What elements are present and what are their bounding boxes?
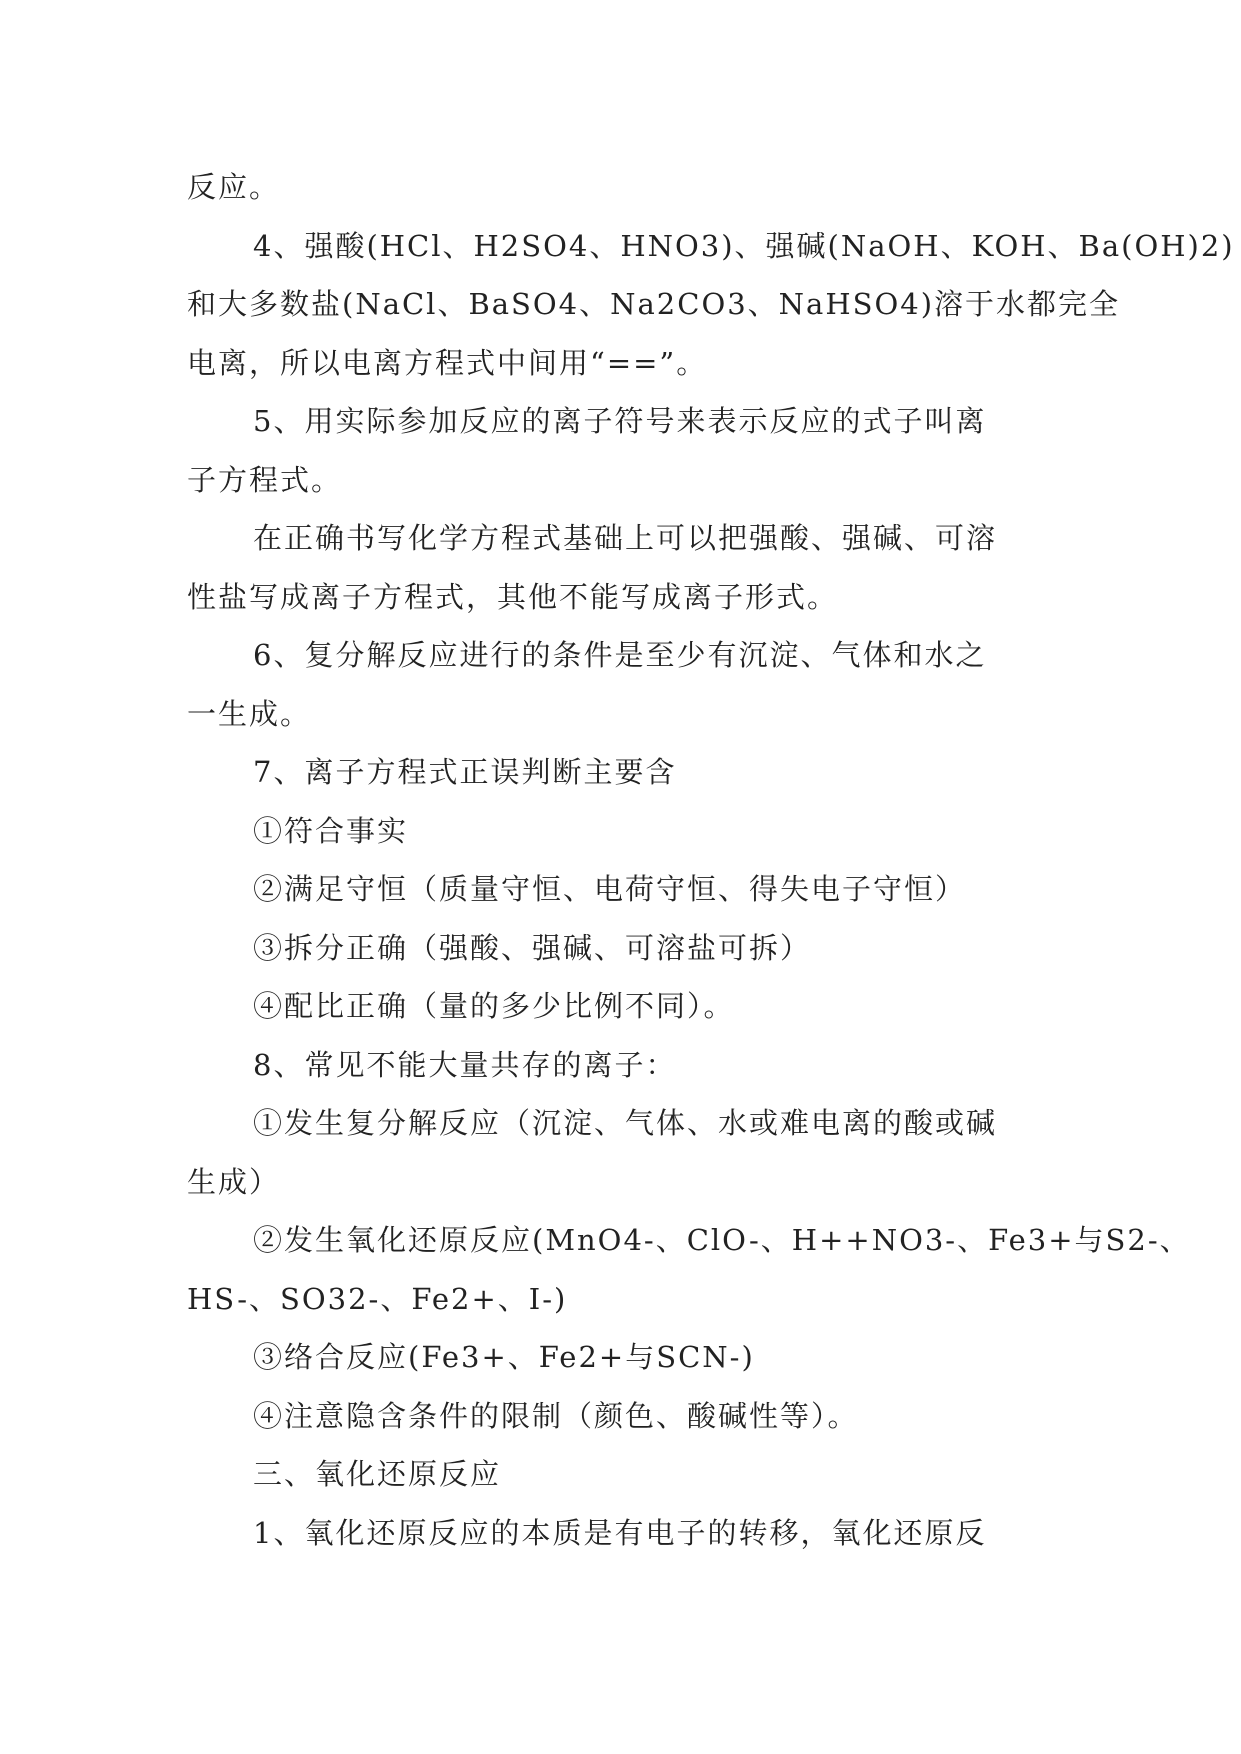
document-body <box>187 158 1235 1562</box>
text-line: 1、氧化还原反应的本质是有电子的转移，氧化还原反 <box>253 1515 987 1550</box>
text-line: ②满足守恒（质量守恒、电荷守恒、得失电子守恒） <box>253 872 967 906</box>
text-line: 一生成。 <box>187 696 312 731</box>
text-line: ②发生氧化还原反应(MnO4-、ClO-、H++NO3-、Fe3+与S2-、 <box>253 1223 1191 1257</box>
text-line: ①符合事实 <box>253 813 409 848</box>
text-line: 5、用实际参加反应的离子符号来表示反应的式子叫离 <box>253 404 987 438</box>
text-line: ④配比正确（量的多少比例不同）。 <box>253 989 735 1023</box>
text-line: 反应。 <box>187 170 281 204</box>
text-line: 6、复分解反应进行的条件是至少有沉淀、气体和水之 <box>253 638 987 672</box>
text-line: 三、氧化还原反应 <box>253 1457 502 1491</box>
text-line: 生成） <box>187 1164 281 1199</box>
text-line: 性盐写成离子方程式，其他不能写成离子形式。 <box>187 579 839 614</box>
text-line: 子方程式。 <box>187 462 343 497</box>
text-line: 和大多数盐(NaCl、BaSO4、Na2CO3、NaHSO4)溶于水都完全 <box>187 287 1121 321</box>
text-line: 7、离子方程式正误判断主要含 <box>253 755 677 789</box>
text-line: ③拆分正确（强酸、强碱、可溶盐可拆） <box>253 930 812 965</box>
text-line: ③络合反应(Fe3+、Fe2+与SCN-) <box>253 1340 755 1374</box>
text-line: ④注意隐含条件的限制（颜色、酸碱性等）。 <box>253 1398 859 1433</box>
text-line: 8、常见不能大量共存的离子： <box>253 1047 677 1082</box>
text-line: ①发生复分解反应（沉淀、气体、水或难电离的酸或碱 <box>253 1106 998 1140</box>
text-line: HS-、SO32-、Fe2+、I-) <box>187 1281 568 1316</box>
text-line: 在正确书写化学方程式基础上可以把强酸、强碱、可溶 <box>253 521 998 555</box>
text-line: 4、强酸(HCl、H2SO4、HNO3)、强碱(NaOH、KOH、Ba(OH)2) <box>253 228 1235 263</box>
text-line: 电离，所以电离方程式中间用“==”。 <box>187 345 708 380</box>
